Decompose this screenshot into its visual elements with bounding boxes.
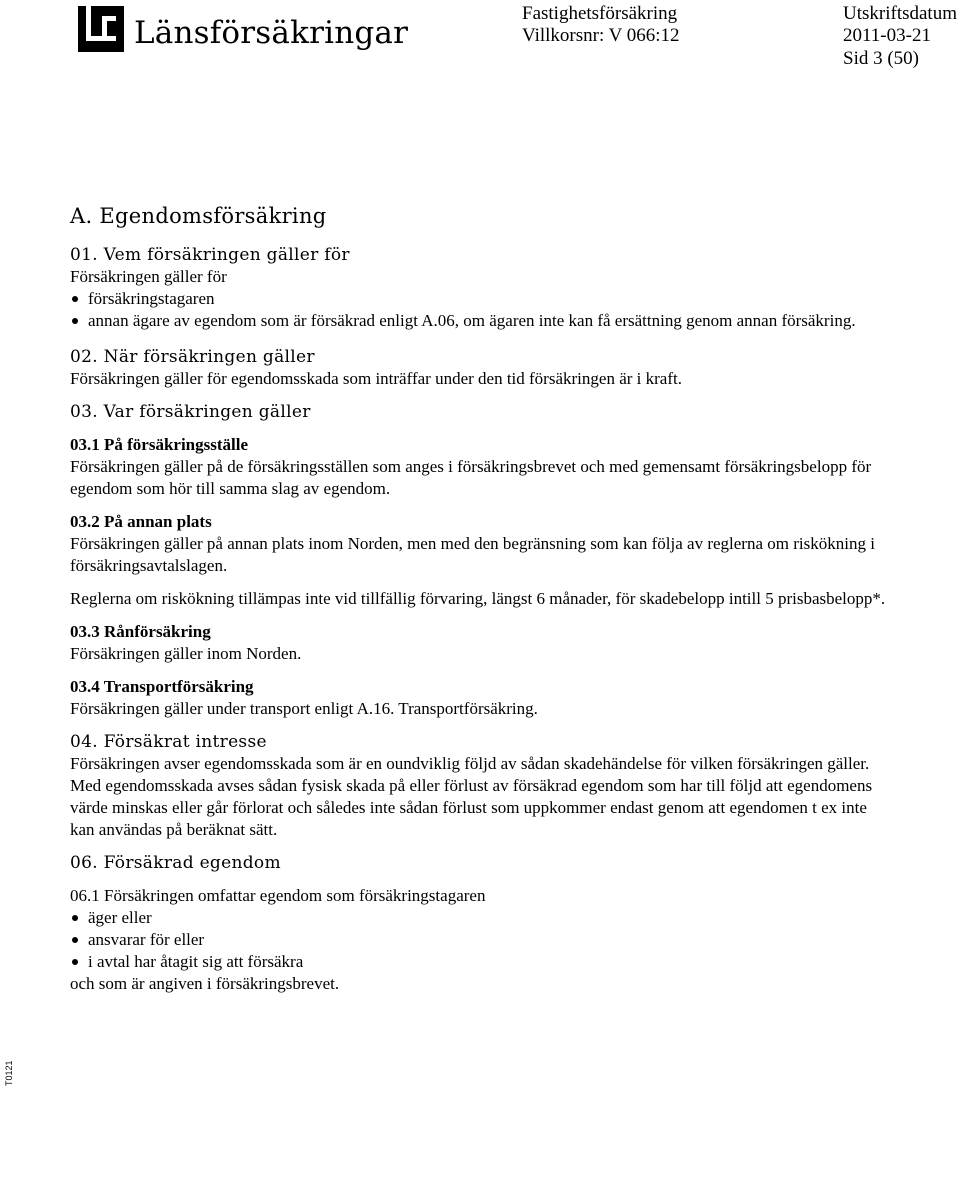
subsection-032-text: Försäkringen gäller på annan plats inom Norden, men med den begränsning som kan följa av reglerna om riskökning i försäkringsavtalslagen. — [70, 534, 875, 575]
section-04-text-2: Med egendomsskada avses sådan fysisk skada på eller förlust av försäkrad egendom som har till följd att egendomens värde minskas eller går förlorat och således inte sådan förlust som uppkommer endast genom att egendomen t ex inte kan användas på beräknat sätt. — [70, 776, 873, 839]
page-number: Sid 3 (50) — [843, 48, 919, 69]
subsection-034-text: Försäkringen gäller under transport enligt A.16. Transportförsäkring. — [70, 699, 538, 718]
logo-wordmark: Länsförsäkringar — [134, 15, 409, 51]
section-06-outro: och som är angiven i försäkringsbrevet. — [70, 974, 340, 993]
subsection-031-text: Försäkringen gäller på de försäkringsställen som anges i försäkringsbrevet och med gemensamt försäkringsbelopp för egendom som hör till samma slag av egendom. — [70, 457, 872, 498]
subsection-title-034: 03.4 Transportförsäkring — [70, 677, 254, 696]
form-code: T0121 — [4, 1060, 14, 1086]
page-header — [0, 0, 960, 80]
section-01-list — [70, 288, 890, 332]
subsection-033-text: Försäkringen gäller inom Norden. — [70, 644, 302, 663]
list-item: äger eller — [70, 907, 890, 929]
section-title-a: A. Egendomsförsäkring — [70, 204, 327, 228]
list-item: ansvarar för eller — [70, 929, 890, 951]
print-date: 2011-03-21 — [843, 25, 931, 46]
section-title-03: 03. Var försäkringen gäller — [70, 402, 311, 422]
section-title-04: 04. Försäkrat intresse — [70, 732, 267, 752]
section-02-text: Försäkringen gäller för egendomsskada som inträffar under den tid försäkringen är i kraft. — [70, 369, 682, 388]
subsection-032-text-2: Reglerna om riskökning tillämpas inte vid tillfällig förvaring, längst 6 månader, för skadebelopp intill 5 prisbasbelopp*. — [70, 589, 886, 608]
subsection-title-033: 03.3 Rånförsäkring — [70, 622, 211, 641]
section-title-01: 01. Vem försäkringen gäller för — [70, 245, 350, 265]
section-06-intro: 06.1 Försäkringen omfattar egendom som försäkringstagaren — [70, 886, 486, 905]
list-item: annan ägare av egendom som är försäkrad enligt A.06, om ägaren inte kan få ersättning genom annan försäkring. — [70, 310, 890, 332]
list-item: försäkringstagaren — [70, 288, 890, 310]
section-06-list — [70, 907, 890, 973]
document-body — [70, 200, 890, 995]
list-item: i avtal har åtagit sig att försäkra — [70, 951, 890, 973]
print-date-label: Utskriftsdatum — [843, 3, 957, 24]
subsection-title-032: 03.2 På annan plats — [70, 512, 212, 531]
policy-number: Villkorsnr: V 066:12 — [522, 25, 680, 46]
subsection-title-031: 03.1 På försäkringsställe — [70, 435, 249, 454]
section-04-text: Försäkringen avser egendomsskada som är en oundviklig följd av sådan skadehändelse för vilken försäkringen gäller. — [70, 754, 870, 773]
lansforsakringar-logo-icon — [78, 6, 124, 52]
section-title-06: 06. Försäkrad egendom — [70, 853, 281, 873]
product-name: Fastighetsförsäkring — [522, 3, 678, 24]
section-title-02: 02. När försäkringen gäller — [70, 347, 315, 367]
section-01-intro: Försäkringen gäller för — [70, 267, 227, 286]
